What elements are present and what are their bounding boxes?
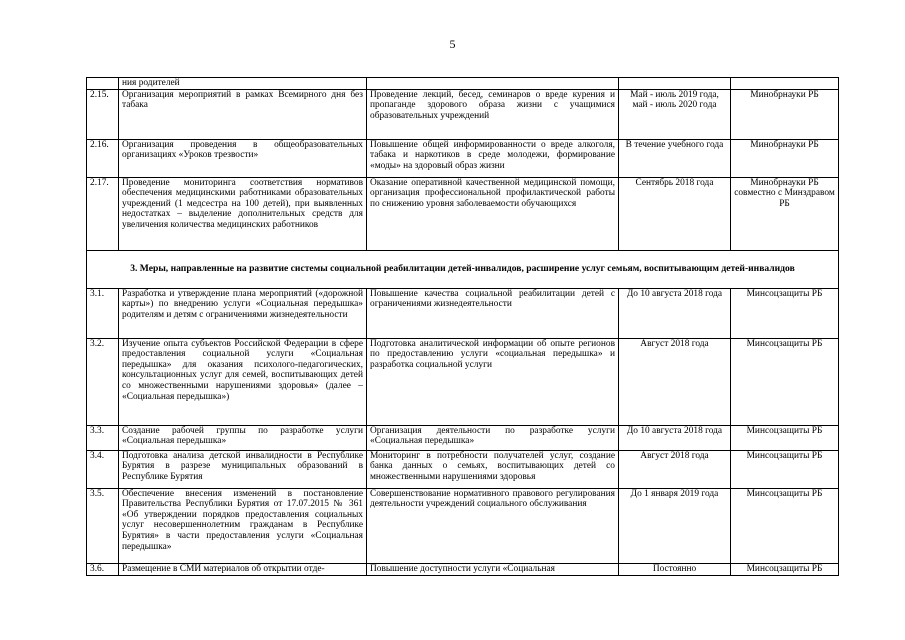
table-row [87, 288, 839, 338]
page-number: 5 [449, 37, 456, 51]
row-deadline [619, 78, 731, 90]
row-result: Организация деятельности по разработке услуги «Социальная передышка» [367, 425, 619, 450]
row-deadline: До 10 августа 2018 года [619, 288, 731, 338]
section-row [87, 250, 839, 288]
row-deadline: Постоянно [619, 563, 731, 575]
table-row [87, 78, 839, 90]
row-responsible: Минсоцзащиты РБ [731, 450, 839, 488]
section-title: 3. Меры, направленные на развитие системы социальной реабилитации детей-инвалидов, расширение услуг семьям, воспитывающим детей-инвалидов [87, 250, 839, 288]
row-action: Организация мероприятий в рамках Всемирного дня без табака [119, 89, 367, 139]
row-number: 3.1. [87, 288, 119, 338]
row-action: Организация проведения в общеобразовательных организациях «Уроков трезвости» [119, 139, 367, 177]
row-deadline: Сентябрь 2018 года [619, 177, 731, 250]
row-number: 2.17. [87, 177, 119, 250]
row-responsible: Минсоцзащиты РБ [731, 288, 839, 338]
row-result: Мониторинг в потребности получателей услуг, создание банка данных о семьях, воспитывающих детей со множественными нарушениями здоровья [367, 450, 619, 488]
row-result: Проведение лекций, бесед, семинаров о вреде курения и пропаганде здорового образа жизни с учащимися образовательных учреждений [367, 89, 619, 139]
row-action: Разработка и утверждение плана мероприятий («дорожной карты») по внедрению услуги «Социальная передышка» родителям и детям с ограничениями жизнедеятельности [119, 288, 367, 338]
row-number: 3.2. [87, 338, 119, 425]
row-result: Оказание оперативной качественной медицинской помощи, организация профессиональной профилактической работы по снижению уровня заболеваемости обучающихся [367, 177, 619, 250]
row-deadline: Август 2018 года [619, 450, 731, 488]
row-result: Совершенствование нормативного правового регулирования деятельности учреждений социального обслуживания [367, 488, 619, 563]
row-deadline: Август 2018 года [619, 338, 731, 425]
row-deadline: До 1 января 2019 года [619, 488, 731, 563]
row-action: Подготовка анализа детской инвалидности в Республике Бурятия в разрезе муниципальных образований в Республике Бурятия [119, 450, 367, 488]
row-responsible: Минсоцзащиты РБ [731, 338, 839, 425]
measures-table [86, 77, 839, 576]
row-action: Обеспечение внесения изменений в постановление Правительства Республики Бурятия от 17.07.2015 № 361 «Об утверждении порядков предоставления социальных услуг несовершеннолетним гражданам в Республике Бурятия» в части предоставления услуги «Социальная передышка» [119, 488, 367, 563]
row-responsible: Минсоцзащиты РБ [731, 425, 839, 450]
row-number: 3.5. [87, 488, 119, 563]
row-action: ния родителей [119, 78, 367, 90]
row-responsible [731, 78, 839, 90]
row-number: 3.4. [87, 450, 119, 488]
table-row [87, 488, 839, 563]
row-number: 2.15. [87, 89, 119, 139]
table-row [87, 563, 839, 575]
row-deadline: В течение учебного года [619, 139, 731, 177]
row-result: Повышение доступности услуги «Социальная [367, 563, 619, 575]
row-number: 3.6. [87, 563, 119, 575]
row-action: Размещение в СМИ материалов об открытии отде- [119, 563, 367, 575]
row-responsible: Минсоцзащиты РБ [731, 563, 839, 575]
table-row [87, 338, 839, 425]
row-responsible: Минобрнауки РБ совместно с Минздравом РБ [731, 177, 839, 250]
row-result: Повышение качества социальной реабилитации детей с ограничениями жизнедеятельности [367, 288, 619, 338]
row-responsible: Минобрнауки РБ [731, 89, 839, 139]
table-row [87, 89, 839, 139]
table-row [87, 177, 839, 250]
row-action: Изучение опыта субъектов Российской Федерации в сфере предоставления социальной услуги «Социальная передышка» для оказания психолого-педагогических, консультационных услуг для семей, воспитывающих детей со множественными нарушениями здоровья» (далее – «Социальная передышка») [119, 338, 367, 425]
row-result: Повышение общей информированности о вреде алкоголя, табака и наркотиков в среде молодежи, формирование «моды» на здоровый образ жизни [367, 139, 619, 177]
row-action: Создание рабочей группы по разработке услуги «Социальная передышка» [119, 425, 367, 450]
table-row [87, 425, 839, 450]
row-number: 2.16. [87, 139, 119, 177]
row-result [367, 78, 619, 90]
table-row [87, 450, 839, 488]
row-deadline: До 10 августа 2018 года [619, 425, 731, 450]
row-number [87, 78, 119, 90]
row-responsible: Минобрнауки РБ [731, 139, 839, 177]
row-result: Подготовка аналитической информации об опыте регионов по предоставлению услуги «социальная передышка» и разработка социальной услуги [367, 338, 619, 425]
row-number: 3.3. [87, 425, 119, 450]
table-row [87, 139, 839, 177]
row-responsible: Минсоцзащиты РБ [731, 488, 839, 563]
row-action: Проведение мониторинга соответствия нормативов обеспечения медицинскими работниками образовательных учреждений (1 медсестра на 100 детей), при выявленных недостатках – выделение дополнительных средств для увеличения количества медицинских работников [119, 177, 367, 250]
row-deadline: Май - июль 2019 года, май - июль 2020 года [619, 89, 731, 139]
